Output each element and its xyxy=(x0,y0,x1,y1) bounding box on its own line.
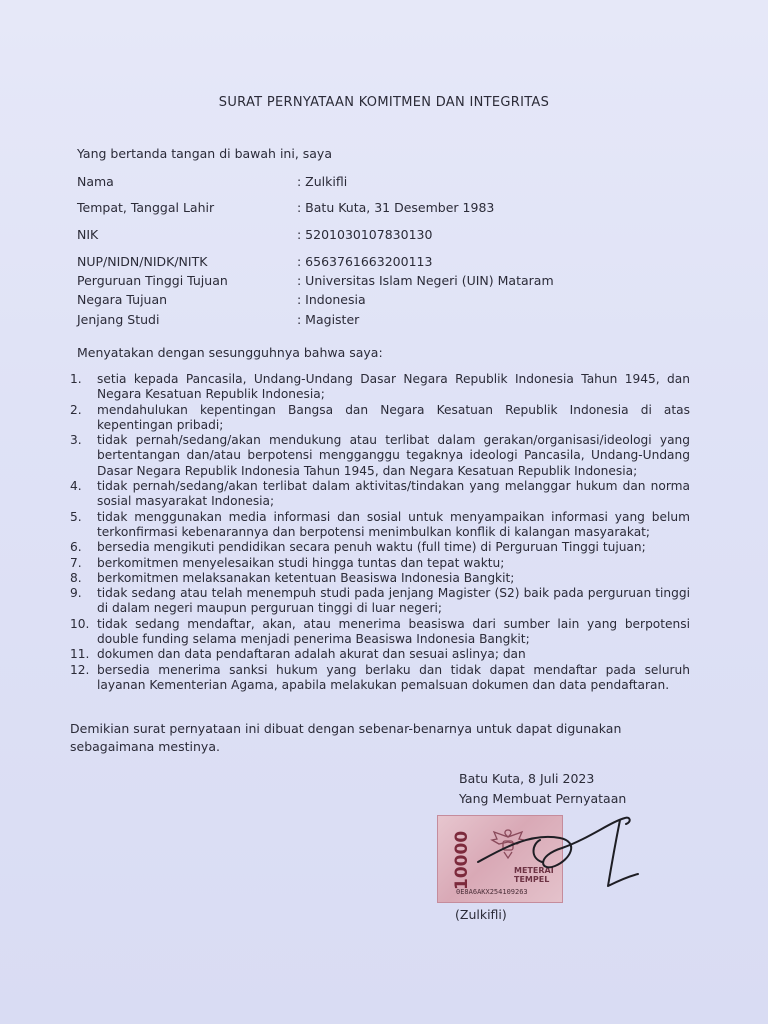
item-number: 5. xyxy=(70,509,82,524)
field-value: : Zulkifli xyxy=(297,174,348,189)
signature-icon xyxy=(470,810,640,900)
document-title: SURAT PERNYATAAN KOMITMEN DAN INTEGRITAS xyxy=(218,95,550,110)
list-item xyxy=(70,433,690,479)
stamp-value: 10000 xyxy=(452,830,472,890)
field-row-name xyxy=(77,174,697,192)
list-item xyxy=(70,510,690,541)
list-item xyxy=(70,586,690,617)
field-value: : 6563761663200113 xyxy=(297,254,433,269)
list-item xyxy=(70,647,690,662)
field-value: : Batu Kuta, 31 Desember 1983 xyxy=(297,200,495,215)
item-text: mendahulukan kepentingan Bangsa dan Negara Kesatuan Republik Indonesia di atas kepentingan pribadi; xyxy=(97,402,690,432)
field-row-university xyxy=(77,273,697,291)
list-item xyxy=(70,663,690,694)
item-number: 7. xyxy=(70,555,82,570)
field-label: NUP/NIDN/NIDK/NITK xyxy=(77,254,208,269)
item-text: tidak menggunakan media informasi dan sosial untuk menyampaikan informasi yang belum terkonfirmasi kebenarannya dan berpotensi menimbulkan konflik di kalangan masyarakat; xyxy=(97,509,690,539)
statement-intro: Menyatakan dengan sesungguhnya bahwa saya: xyxy=(77,345,383,360)
stamp-label-line2: TEMPEL xyxy=(514,875,550,884)
item-number: 2. xyxy=(70,402,82,417)
statement-list xyxy=(70,372,690,693)
item-text: berkomitmen menyelesaikan studi hingga tuntas dan tepat waktu; xyxy=(97,555,505,570)
intro-text: Yang bertanda tangan di bawah ini, saya xyxy=(77,146,332,161)
item-text: berkomitmen melaksanakan ketentuan Beasiswa Indonesia Bangkit; xyxy=(97,570,515,585)
stamp-serial: 0E8A6AKX254109263 xyxy=(456,888,528,896)
field-row-nup xyxy=(77,254,697,272)
field-label: Nama xyxy=(77,174,114,189)
item-number: 12. xyxy=(70,662,90,677)
field-label: Jenjang Studi xyxy=(77,312,160,327)
place-date: Batu Kuta, 8 Juli 2023 xyxy=(459,771,595,786)
field-label: Negara Tujuan xyxy=(77,292,168,307)
item-text: tidak sedang atau telah menempuh studi pada jenjang Magister (S2) baik pada perguruan tinggi di dalam negeri maupun perguruan tinggi di luar negeri; xyxy=(97,586,690,616)
item-number: 11. xyxy=(70,647,90,662)
item-text: tidak pernah/sedang/akan terlibat dalam aktivitas/tindakan yang melanggar hukum dan norma sosial masyarakat Indonesia; xyxy=(97,479,690,509)
item-text: bersedia menerima sanksi hukum yang berlaku dan tidak dapat mendaftar pada seluruh layanan Kementerian Agama, apabila melakukan pemalsuan dokumen dan data pendaftaran. xyxy=(97,662,690,692)
field-value: : Indonesia xyxy=(297,292,366,307)
field-value: : Magister xyxy=(297,312,360,327)
field-row-birth xyxy=(77,200,697,218)
signer-name: (Zulkifli) xyxy=(455,907,507,922)
list-item xyxy=(70,479,690,510)
field-row-country xyxy=(77,292,697,310)
item-text: bersedia mengikuti pendidikan secara penuh waktu (full time) di Perguruan Tinggi tujuan; xyxy=(97,540,646,555)
list-item xyxy=(70,540,690,555)
item-number: 4. xyxy=(70,479,82,494)
field-value: : 5201030107830130 xyxy=(297,227,433,242)
item-text: tidak pernah/sedang/akan mendukung atau terlibat dalam gerakan/organisasi/ideologi yang bertentangan dan/atau berpotensi mengganggu tegaknya ideologi Pancasila, Undang-Undang Dasar Negara Republik Indonesia Tahun 1945, dan Negara Kesatuan Republik Indonesia; xyxy=(97,433,690,478)
field-row-nik xyxy=(77,227,697,245)
field-label: NIK xyxy=(77,227,99,242)
item-number: 3. xyxy=(70,433,82,448)
item-number: 8. xyxy=(70,570,82,585)
list-item xyxy=(70,372,690,403)
field-value: : Universitas Islam Negeri (UIN) Mataram xyxy=(297,273,554,288)
closing-text: Demikian surat pernyataan ini dibuat dengan sebenar-benarnya untuk dapat digunakan sebagaimana mestinya. xyxy=(70,721,622,754)
field-label: Perguruan Tinggi Tujuan xyxy=(77,273,228,288)
item-number: 9. xyxy=(70,586,82,601)
item-text: tidak sedang mendaftar, akan, atau menerima beasiswa dari sumber lain yang berpotensi double funding selama menjadi penerima Beasiswa Indonesia Bangkit; xyxy=(97,616,690,647)
list-item xyxy=(70,403,690,434)
item-text: dokumen dan data pendaftaran adalah akurat dan sesuai aslinya; dan xyxy=(97,647,526,662)
field-label: Tempat, Tanggal Lahir xyxy=(77,200,215,215)
item-number: 1. xyxy=(70,372,82,386)
field-row-degree xyxy=(77,312,697,330)
stamp-label-line1: METERAI xyxy=(514,866,554,875)
item-text: setia kepada Pancasila, Undang-Undang Dasar Negara Republik Indonesia Tahun 1945, dan Negara Kesatuan Republik Indonesia; xyxy=(97,372,690,402)
item-number: 10. xyxy=(70,616,90,631)
signer-role: Yang Membuat Pernyataan xyxy=(459,791,627,806)
list-item xyxy=(70,571,690,586)
list-item xyxy=(70,556,690,571)
list-item xyxy=(70,617,690,648)
item-number: 6. xyxy=(70,540,82,555)
